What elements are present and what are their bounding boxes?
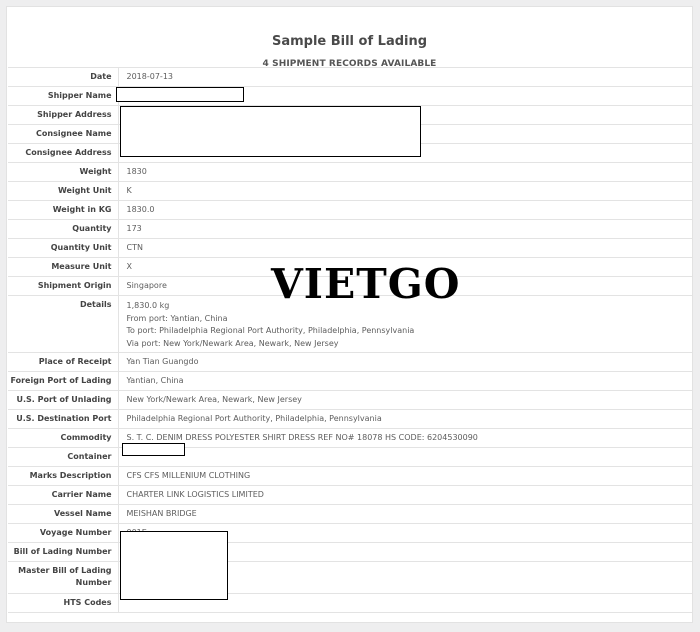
measure-unit-value: X bbox=[118, 258, 692, 277]
measure-unit-label: Measure Unit bbox=[8, 258, 118, 277]
weight-label: Weight bbox=[8, 163, 118, 182]
us-destination-port-value: Philadelphia Regional Port Authority, Philadelphia, Pennsylvania bbox=[118, 410, 692, 429]
marks-description-label: Marks Description bbox=[8, 467, 118, 486]
quantity-label: Quantity bbox=[8, 220, 118, 239]
details-weight: 1,830.0 kg bbox=[126, 301, 170, 310]
place-of-receipt-label: Place of Receipt bbox=[8, 353, 118, 372]
vessel-name-label: Vessel Name bbox=[8, 505, 118, 524]
date-label: Date bbox=[8, 68, 118, 87]
quantity-unit-value: CTN bbox=[118, 239, 692, 258]
consignee-name-label: Consignee Name bbox=[8, 125, 118, 144]
carrier-name-label: Carrier Name bbox=[8, 486, 118, 505]
details-via-port: Via port: New York/Newark Area, Newark, New Jersey bbox=[126, 338, 339, 348]
quantity-unit-label: Quantity Unit bbox=[8, 239, 118, 258]
date-value: 2018-07-13 bbox=[118, 68, 692, 87]
table-row bbox=[8, 68, 692, 87]
marks-description-value: CFS CFS MILLENIUM CLOTHING bbox=[118, 467, 692, 486]
details-to-port: To port: Philadelphia Regional Port Authority, Philadelphia, Pennsylvania bbox=[126, 326, 415, 336]
voyage-number-label: Voyage Number bbox=[8, 524, 118, 543]
table-row bbox=[8, 486, 692, 505]
container-label: Container bbox=[8, 448, 118, 467]
foreign-port-value: Yantian, China bbox=[118, 372, 692, 391]
weight-in-kg-value: 1830.0 bbox=[118, 201, 692, 220]
weight-unit-value: K bbox=[118, 182, 692, 201]
table-row bbox=[8, 201, 692, 220]
hts-codes-label: HTS Codes bbox=[8, 594, 118, 613]
master-bill-label-line1: Master Bill of Lading bbox=[18, 566, 112, 575]
commodity-label: Commodity bbox=[8, 429, 118, 448]
master-bill-label-line2: Number bbox=[75, 578, 112, 587]
vessel-name-value: MEISHAN BRIDGE bbox=[118, 505, 692, 524]
redaction-box-bill-numbers bbox=[120, 531, 228, 600]
table-row bbox=[8, 543, 692, 562]
details-from-port: From port: Yantian, China bbox=[126, 313, 228, 323]
table-row bbox=[8, 505, 692, 524]
redaction-box-container bbox=[122, 443, 185, 456]
us-port-unlading-value: New York/Newark Area, Newark, New Jersey bbox=[118, 391, 692, 410]
shipment-origin-label: Shipment Origin bbox=[8, 277, 118, 296]
table-row bbox=[8, 410, 692, 429]
table-row bbox=[8, 182, 692, 201]
consignee-address-label: Consignee Address bbox=[8, 144, 118, 163]
table-row bbox=[8, 524, 692, 543]
bill-of-lading-number-label: Bill of Lading Number bbox=[8, 543, 118, 562]
quantity-value: 173 bbox=[118, 220, 692, 239]
table-row bbox=[8, 562, 692, 594]
table-row bbox=[8, 429, 692, 448]
shipper-name-label: Shipper Name bbox=[8, 87, 118, 106]
weight-in-kg-label: Weight in KG bbox=[8, 201, 118, 220]
table-row bbox=[8, 353, 692, 372]
us-destination-port-label: U.S. Destination Port bbox=[8, 410, 118, 429]
table-row bbox=[8, 372, 692, 391]
table-row bbox=[8, 239, 692, 258]
redaction-box-shipper-name bbox=[116, 87, 244, 102]
vietgo-watermark: VIETGO bbox=[271, 260, 461, 308]
us-port-unlading-label: U.S. Port of Unlading bbox=[8, 391, 118, 410]
table-row bbox=[8, 87, 692, 106]
shipment-origin-value: Singapore bbox=[118, 277, 692, 296]
master-bill-label bbox=[8, 562, 118, 594]
foreign-port-label: Foreign Port of Lading bbox=[8, 372, 118, 391]
details-label: Details bbox=[8, 296, 118, 353]
table-row bbox=[8, 467, 692, 486]
weight-value: 1830 bbox=[118, 163, 692, 182]
weight-unit-label: Weight Unit bbox=[8, 182, 118, 201]
page-title: Sample Bill of Lading bbox=[271, 34, 428, 49]
place-of-receipt-value: Yan Tian Guangdo bbox=[118, 353, 692, 372]
shipper-address-label: Shipper Address bbox=[8, 106, 118, 125]
table-row bbox=[8, 448, 692, 467]
table-row bbox=[8, 220, 692, 239]
container-value bbox=[118, 448, 692, 467]
carrier-name-value: CHARTER LINK LOGISTICS LIMITED bbox=[118, 486, 692, 505]
records-count: 4 SHIPMENT RECORDS AVAILABLE bbox=[262, 59, 437, 69]
redaction-box-addresses bbox=[120, 106, 421, 157]
table-row bbox=[8, 391, 692, 410]
commodity-value: S. T. C. DENIM DRESS POLYESTER SHIRT DRESS REF NO# 18078 HS CODE: 6204530090 bbox=[118, 429, 692, 448]
table-row bbox=[8, 163, 692, 182]
table-row bbox=[8, 594, 692, 613]
